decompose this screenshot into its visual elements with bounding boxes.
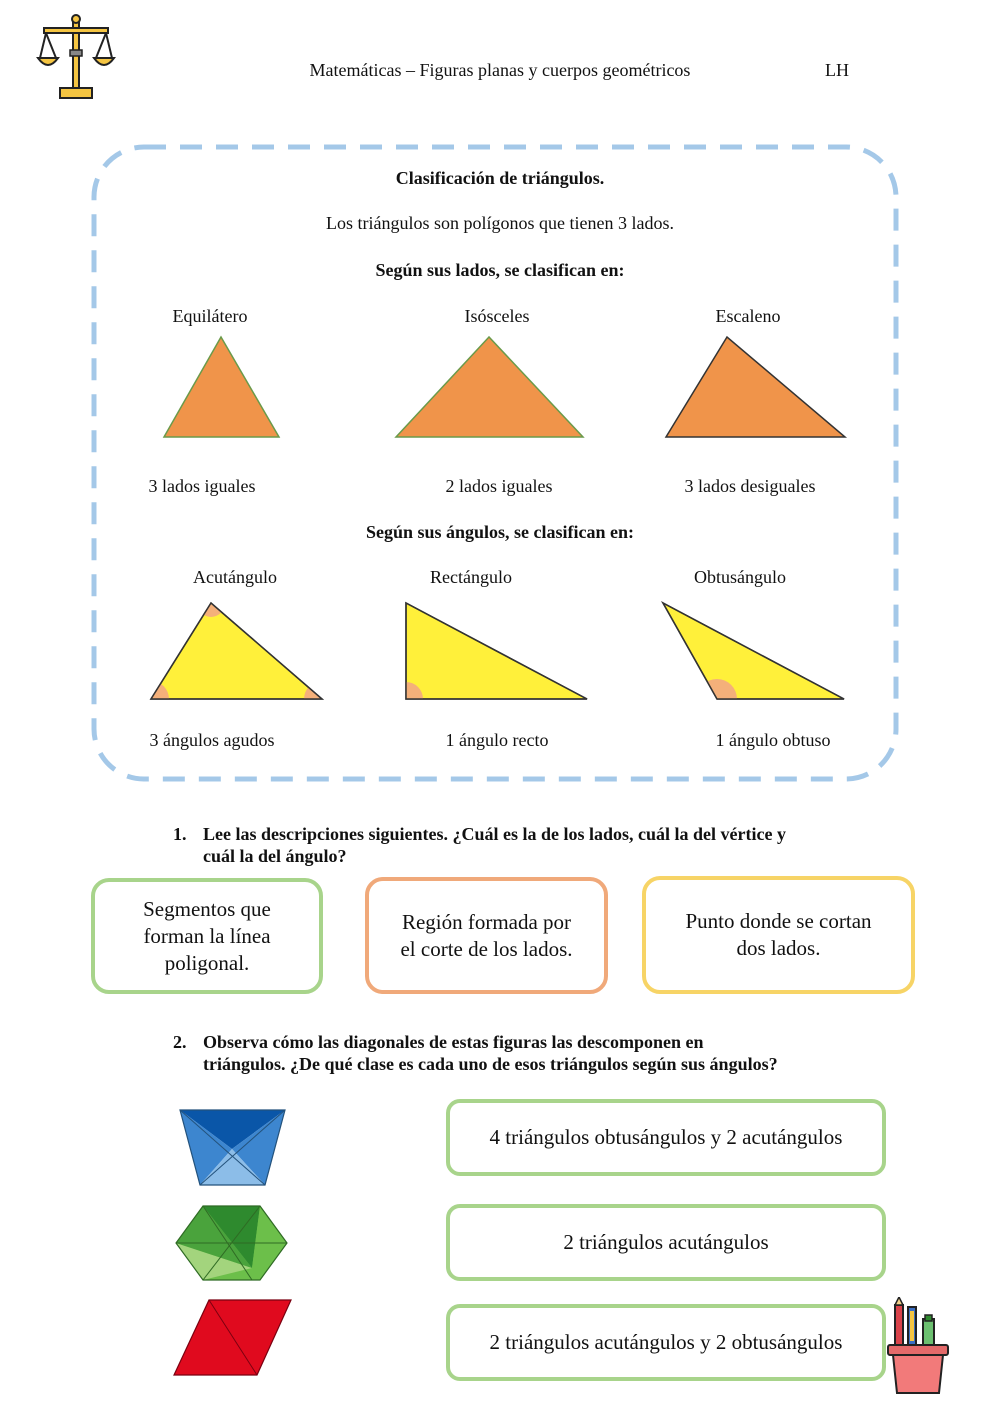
triangles-by-angles (145, 595, 855, 707)
equilateral-triangle (164, 337, 279, 437)
question-2-line-1: Observa cómo las diagonales de estas figuras las descomponen en (203, 1032, 704, 1052)
card-angle-line-2: el corte de los lados. (400, 936, 573, 961)
acute-angle-mark-right (304, 681, 340, 707)
triangle-obtuse-label: Obtusángulo (694, 567, 786, 587)
card-sides-line-1: Segmentos que (143, 896, 271, 921)
acute-description: 3 ángulos agudos (149, 730, 275, 750)
trapezoid-shape (170, 1100, 295, 1195)
obtuse-description: 1 ángulo obtuso (715, 730, 831, 750)
rhombus-shape (170, 1295, 295, 1380)
hexagon-shape (170, 1198, 295, 1288)
question-1-line-2: cuál la del ángulo? (203, 846, 347, 866)
description-card-sides[interactable] (91, 878, 323, 994)
author-initials: LH (825, 60, 849, 80)
triangle-right-label: Rectángulo (430, 567, 512, 587)
card-vertex-line-1: Punto donde se cortan (685, 909, 872, 933)
description-card-vertex[interactable] (642, 876, 915, 994)
question-2 (173, 1031, 893, 1077)
question-1 (173, 823, 893, 869)
isosceles-description: 2 lados iguales (445, 476, 553, 496)
scales-of-justice-icon (36, 14, 116, 102)
triangle-equilateral-label: Equilátero (172, 306, 248, 326)
triangle-scalene-label: Escaleno (715, 306, 781, 326)
question-2-number: 2. (173, 1032, 187, 1052)
by-sides-heading: Según sus lados, se clasifican en: (375, 260, 625, 280)
answer-box-hexagon[interactable]: 2 triángulos acutángulos (446, 1204, 886, 1281)
section-title: Clasificación de triángulos. (395, 168, 605, 188)
scalene-description: 3 lados desiguales (684, 476, 816, 496)
triangle-acute-label: Acutángulo (193, 567, 277, 587)
acute-triangle (151, 603, 322, 699)
isosceles-triangle (396, 337, 583, 437)
description-card-angle[interactable] (365, 877, 608, 994)
card-sides-line-3: poligonal. (164, 950, 250, 975)
card-angle-line-1: Región formada por (401, 909, 572, 934)
section-intro: Los triángulos son polígonos que tienen 3 lados. (326, 213, 674, 233)
question-2-line-2: triángulos. ¿De qué clase es cada uno de esos triángulos según sus ángulos? (203, 1054, 778, 1074)
right-description: 1 ángulo recto (445, 730, 549, 750)
triangles-by-sides (150, 330, 870, 445)
card-sides-line-2: forman la línea (143, 923, 271, 948)
card-vertex-line-2: dos lados. (736, 936, 821, 960)
worksheet-title: Matemáticas – Figuras planas y cuerpos geométricos (309, 60, 691, 80)
question-1-number: 1. (173, 824, 187, 844)
pencil-cup-icon (885, 1297, 951, 1397)
answer-box-trapezoid[interactable]: 4 triángulos obtusángulos y 2 acutángulos (446, 1099, 886, 1176)
answer-box-rhombus[interactable]: 2 triángulos acutángulos y 2 obtusángulos (446, 1304, 886, 1381)
question-1-line-1: Lee las descripciones siguientes. ¿Cuál es la de los lados, cuál la del vértice y (203, 824, 786, 844)
triangle-isosceles-label: Isósceles (464, 306, 530, 326)
by-angles-heading: Según sus ángulos, se clasifican en: (365, 522, 635, 542)
equilateral-description: 3 lados iguales (148, 476, 256, 496)
scalene-triangle (666, 337, 845, 437)
